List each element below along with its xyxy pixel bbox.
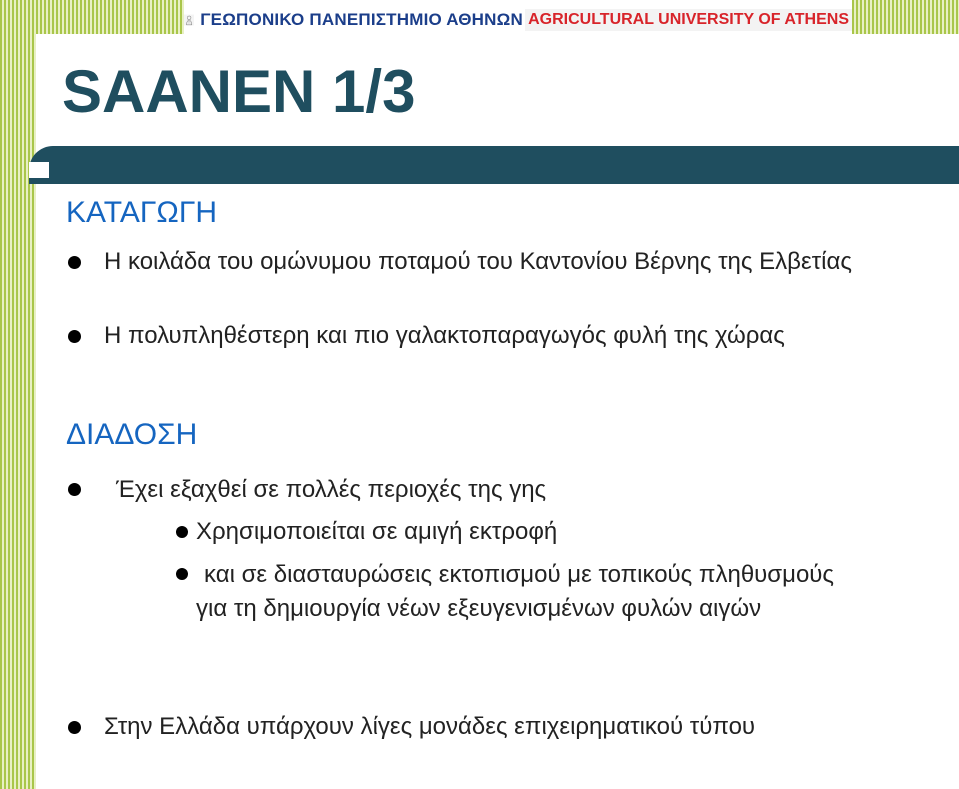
- bullet-icon: [68, 483, 81, 496]
- list-item-origin-2: Η πολυπληθέστερη και πιο γαλακτοπαραγωγός φυλή της χώρας: [104, 322, 785, 349]
- sub-list-item-2: και σε διασταυρώσεις εκτοπισμού με τοπικούς πληθυσμούς για τη δημιουργία νέων εξευγενισμένων φυλών αιγών: [196, 561, 834, 622]
- university-logo: [184, 0, 852, 40]
- list-item-spread-1: Έχει εξαχθεί σε πολλές περιοχές της γης: [116, 476, 547, 503]
- closing-item: Στην Ελλάδα υπάρχουν λίγες μονάδες επιχειρηματικού τύπου: [104, 713, 756, 740]
- university-seal-icon: [184, 0, 194, 40]
- bullet-icon: [68, 256, 81, 269]
- sub-list-item-1: Χρησιμοποιείται σε αμιγή εκτροφή: [196, 518, 558, 545]
- section-heading-spread: ΔΙΑΔΟΣΗ: [66, 418, 198, 451]
- bullet-icon: [68, 330, 81, 343]
- sub-bullet-icon: [176, 526, 188, 538]
- slide-title: SAANEN 1/3: [62, 58, 416, 125]
- section-heading-origin: ΚΑΤΑΓΩΓΗ: [66, 196, 218, 229]
- left-stripes: [0, 0, 36, 789]
- university-name-english: AGRICULTURAL UNIVERSITY OF ATHENS: [525, 9, 852, 31]
- band-notch: [29, 162, 49, 178]
- sub-bullet-icon: [176, 568, 188, 580]
- title-divider-band: [29, 146, 959, 184]
- university-name-greek: ΓΕΩΠΟΝΙΚΟ ΠΑΝΕΠΙΣΤΗΜΙΟ ΑΘΗΝΩΝ: [200, 10, 523, 29]
- bullet-icon: [68, 721, 81, 734]
- list-item-origin-1: Η κοιλάδα του ομώνυμου ποταμού του Καντονίου Βέρνης της Ελβετίας: [104, 248, 852, 275]
